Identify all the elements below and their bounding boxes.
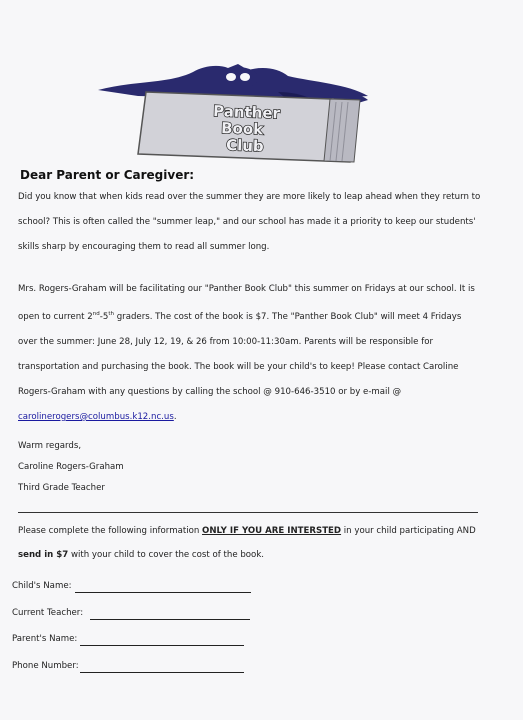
paragraph-line: Rogers-Graham with any questions by calling the school @ 910-646-3510 or by e-mail @ xyxy=(18,386,402,397)
form-intro-line2 xyxy=(18,550,264,560)
text-fragment: . xyxy=(173,411,177,422)
field-label: Current Teacher: xyxy=(12,608,84,618)
panther-book-club-logo xyxy=(98,62,398,164)
text-fragment: Please complete the following information xyxy=(18,526,203,536)
text-fragment: with your child to cover the cost of the book. xyxy=(68,550,265,560)
current-teacher-blank[interactable] xyxy=(90,619,250,620)
parent-name-blank[interactable] xyxy=(80,645,244,646)
logo-text-club: Club xyxy=(225,136,265,156)
superscript: th xyxy=(108,311,114,317)
logo-text-panther: Panther xyxy=(212,102,281,123)
greeting: Dear Parent or Caregiver: xyxy=(20,168,195,182)
current-teacher-field xyxy=(12,608,83,618)
paragraph-details xyxy=(18,277,475,430)
text-fragment: open to current 2 xyxy=(18,311,93,322)
paragraph-line xyxy=(18,302,475,330)
signature-title: Third Grade Teacher xyxy=(18,483,105,493)
logo-text-book: Book xyxy=(220,119,264,139)
field-label: Phone Number: xyxy=(12,661,79,671)
text-fragment: -5 xyxy=(99,311,109,322)
email-link[interactable]: carolinerogers@columbus.k12.nc.us xyxy=(18,411,174,422)
signature-name: Caroline Rogers-Graham xyxy=(18,462,124,472)
parent-name-field xyxy=(12,634,77,644)
panther-on-book-icon xyxy=(98,62,398,164)
paragraph-line: Mrs. Rogers-Graham will be facilitating our "Panther Book Club" this summer on Fridays at our school. It is xyxy=(18,284,475,294)
signature-closing: Warm regards, xyxy=(18,441,82,451)
superscript: nd xyxy=(92,311,100,317)
phone-number-field xyxy=(12,661,79,671)
field-label: Parent's Name: xyxy=(12,634,78,644)
child-name-field xyxy=(12,581,72,591)
phone-number-blank[interactable] xyxy=(80,672,244,673)
text-fragment: graders. The cost of the book is $7. The "Panther Book Club" will meet 4 Fridays xyxy=(113,311,462,322)
paragraph-line: Did you know that when kids read over the summer they are more likely to leap ahead when they return to xyxy=(18,192,481,202)
paragraph-line: skills sharp by encouraging them to read all summer long. xyxy=(18,242,270,252)
paragraph-line: over the summer: June 28, July 12, 19, & 26 from 10:00-11:30am. Parents will be responsible for xyxy=(18,336,434,347)
paragraph-line xyxy=(18,405,475,430)
paragraph-line: transportation and purchasing the book. The book will be your child's to keep! Please contact Caroline xyxy=(18,361,459,372)
divider xyxy=(18,512,478,513)
paragraph-intro xyxy=(18,185,480,260)
bold-text: send in $7 xyxy=(18,550,69,560)
paragraph-line: school? This is often called the "summer leap," and our school has made it a priority to keep our students' xyxy=(18,217,476,227)
emphasis-text: ONLY IF YOU ARE INTERSTED xyxy=(202,526,342,536)
text-fragment: in your child participating AND xyxy=(341,526,476,536)
child-name-blank[interactable] xyxy=(75,592,251,593)
field-label: Child's Name: xyxy=(12,581,72,591)
form-intro-line1 xyxy=(18,526,476,536)
